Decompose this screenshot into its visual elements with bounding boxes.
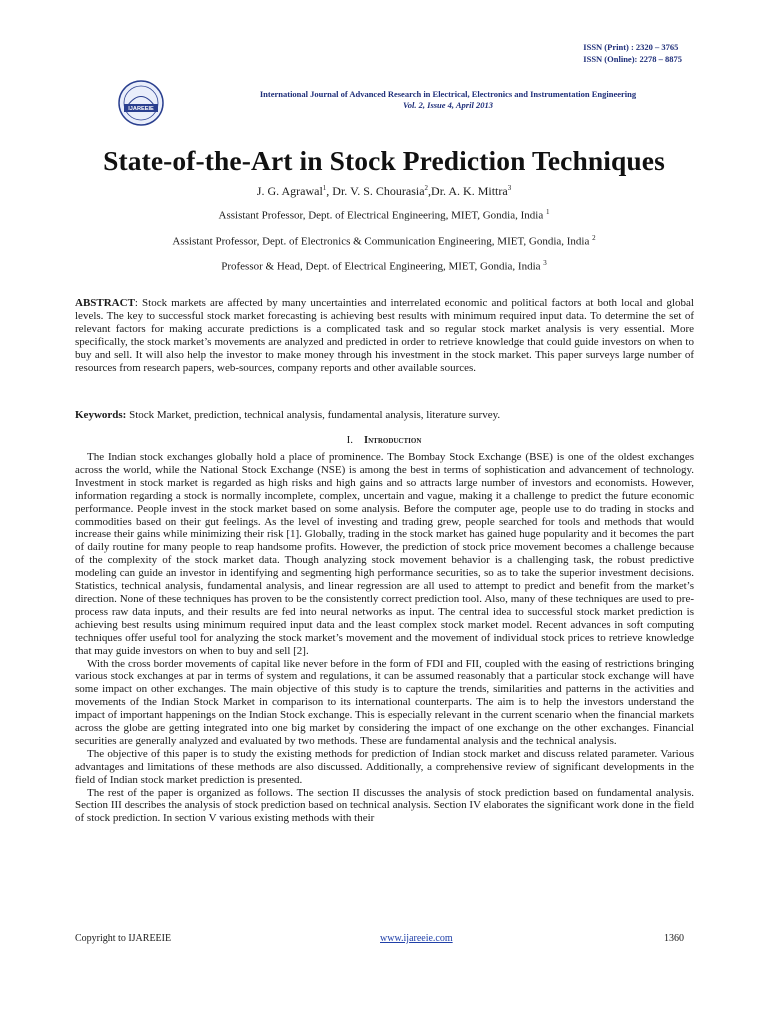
footer-copyright: Copyright to IJAREEIE	[75, 933, 172, 944]
section-heading	[0, 434, 768, 446]
journal-logo	[118, 80, 164, 126]
journal-volume: Vol. 2, Issue 4, April 2013	[403, 99, 493, 110]
affiliation	[0, 234, 768, 248]
author-name: Dr. A. K. Mittra	[431, 184, 508, 198]
affiliation-text: Assistant Professor, Dept. of Electronics & Communication Engineering, MIET, Gondia, India	[172, 235, 593, 248]
author-name: Dr. V. S. Chourasia	[332, 184, 425, 198]
paragraph: The rest of the paper is organized as follows. The section II discusses the analysis of stock prediction based on fundamental analysis. Section III describes the analysis of stock prediction based on technical analysis. Section IV elaborates the significant work done in the field of stock prediction. In section V various existing methods with their	[75, 786, 694, 825]
journal-header	[168, 89, 728, 110]
paragraph: With the cross border movements of capital like never before in the form of FDI and FII, coupled with the easing of restrictions bringing various stock exchanges at par in terms of system and regulations, it can be assumed reasonably that a particular stock exchange will have some impact on other exchanges. The main objective of this study is to capture the trends, similarities and patterns in the activities and movements of the Indian Stock Market in comparison to its international counterparts. The aim is to help the investors understand the impact of important happenings on the Indian Stock exchange. This is especially relevant in the current scenario when the financial markets across the globe are getting integrated into one big market by considering the impact of one exchange on the other exchanges. Financial securities are generally analyzed and evaluated by two methods. These are fundamental analysis and the technical analysis.	[75, 657, 694, 747]
logo-text: IJAREEIE	[128, 106, 154, 113]
affiliation-sup: 1	[545, 208, 550, 216]
keywords-text: Stock Market, prediction, technical analysis, fundamental analysis, literature survey.	[126, 409, 501, 421]
author-sup: 1	[322, 184, 327, 192]
affiliation-sup: 2	[592, 234, 596, 242]
author-separator: ,	[326, 184, 333, 198]
section-number: I.	[346, 434, 354, 446]
footer-link[interactable]: www.ijareeie.com	[380, 933, 453, 944]
paper-title: State-of-the-Art in Stock Prediction Techniques	[103, 145, 665, 176]
issn-online: ISSN (Online): 2278 – 8875	[583, 53, 682, 64]
abstract	[75, 297, 694, 374]
affiliation-text: Professor & Head, Dept. of Electrical Engineering, MIET, Gondia, India	[221, 260, 544, 273]
author-separator: ,	[428, 184, 432, 198]
affiliation-text: Assistant Professor, Dept. of Electrical Engineering, MIET, Gondia, India	[218, 209, 546, 222]
author-list	[0, 184, 768, 199]
issn-print: ISSN (Print) : 2320 – 3765	[583, 42, 679, 52]
author-name: J. G. Agrawal	[256, 184, 323, 198]
affiliation	[0, 259, 768, 273]
introduction-body	[75, 451, 694, 825]
affiliation-sup: 3	[543, 259, 547, 267]
abstract-label: ABSTRACT	[75, 297, 135, 309]
page-number: 1360	[664, 933, 684, 944]
keywords-label: Keywords:	[75, 409, 127, 421]
journal-name: International Journal of Advanced Research in Electrical, Electronics and Instrumentation Engineering	[259, 89, 637, 99]
affiliation	[0, 208, 768, 222]
author-sup: 2	[424, 184, 429, 192]
paragraph: The objective of this paper is to study the existing methods for prediction of Indian stock market and discuss related parameter. Various advantages and limitations of these methods are also discussed. Additionally, a comprehensive review of significant developments in the field of Indian stock market prediction is presented.	[75, 747, 694, 786]
issn-block	[583, 42, 682, 65]
section-title: Introduction	[364, 435, 422, 446]
keywords	[75, 409, 694, 422]
paragraph: The Indian stock exchanges globally hold a place of prominence. The Bombay Stock Exchange (BSE) is one of the oldest exchanges across the world, while the National Stock Exchange (NSE) is among the best in terms of sophistication and advancement of technology. Investment in stock market is regarded as high risks and high gains and so attracts large number of investors and economists. However, information regarding a stock is normally incomplete, complex, uncertain and vague, making it a challenge to predict the future economic performance. People invest in the stock market based on some analysis. Before the computer age, people use to do trading in stocks and commodities based on their gut feelings. As the level of investing and trading grew, people searched for tools and methods that would increase their gains while minimizing their risk [1]. Globally, trading in the stock market has gained huge popularity and it becomes the part of daily routine for many people to reap handsome profits. However, the prediction of stock price movement becomes a challenge because of the complexity of the stock market data. Though analyzing stock movement behavior is a challenging task, the robust predictive modeling can guide an investor in identifying and segmenting high performance securities, so as to take the superior investment decisions. Statistics, technical analysis, fundamental analysis, and linear regression are all used to attempt to predict and benefit from the market’s direction. None of these techniques has proven to be the consistently correct prediction tool. Also, many of these techniques are used to pre-process raw data inputs, and their results are fed into neural networks as input. The central idea to successful stock market prediction is achieving best results using minimum required input data and the least complex stock market model. Recent advances in soft computing techniques offer useful tool for analyzing the stock market’s movement and the movement of individual stock prices to retrieve knowledge that may guide investors on when to buy and sell [2].	[75, 451, 694, 657]
author-sup: 3	[507, 184, 512, 192]
abstract-text: : Stock markets are affected by many uncertainties and interrelated economic and political factors at both local and global levels. The key to successful stock market forecasting is achieving best results with minimum required input data. To determine the set of relevant factors for making accurate predictions is a complicated task and so regular stock market analysis is very essential. More specifically, the stock market’s movements are analyzed and predicted in order to retrieve knowledge that could guide investors on when to buy and sell. It will also help the investor to make money through his investment in the stock market. This paper surveys large number of resources from research papers, web-sources, company reports and other available sources.	[75, 297, 694, 374]
